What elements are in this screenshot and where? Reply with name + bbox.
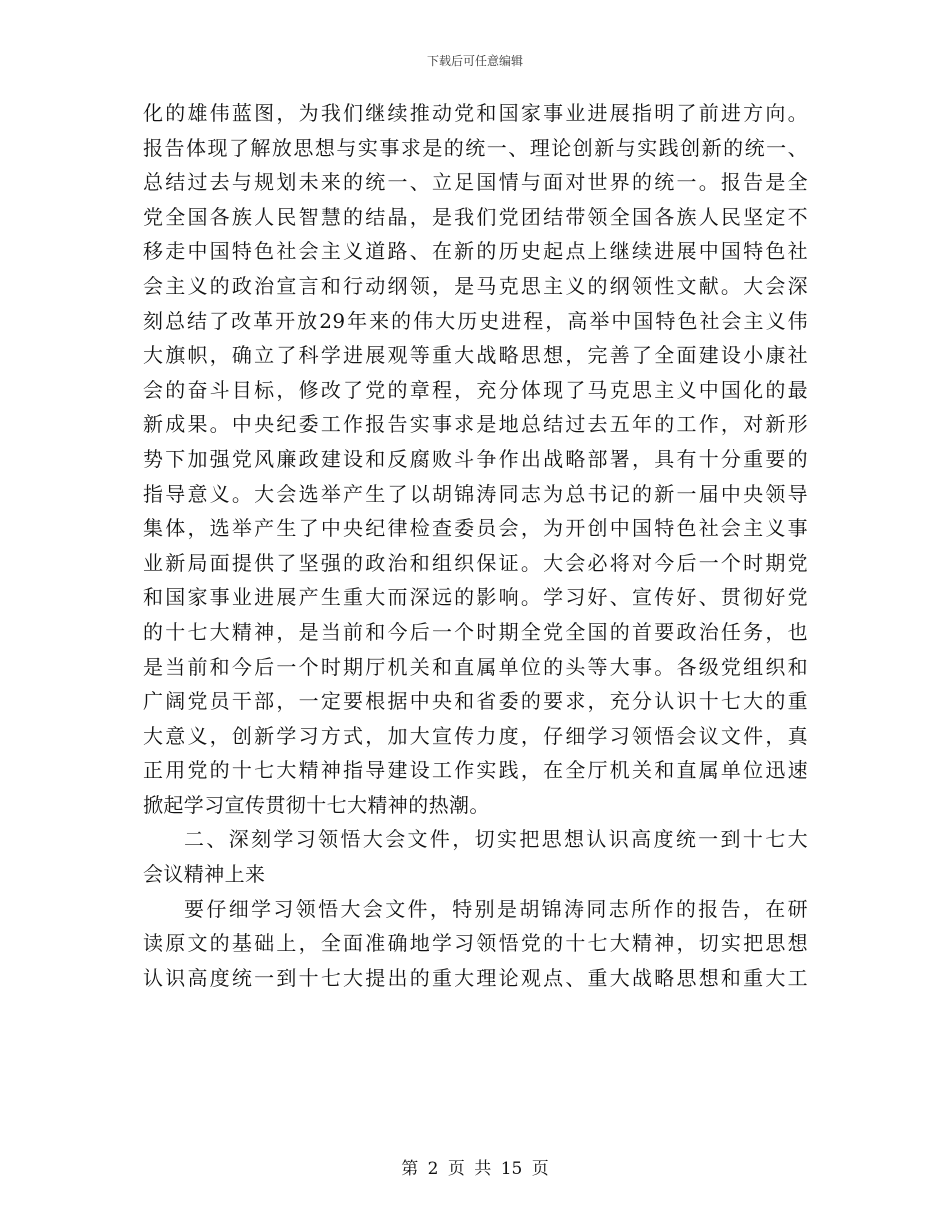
paragraph-1-line-18: 广阔党员干部，一定要根据中央和省委的要求，充分认识十七大的重 <box>143 689 808 714</box>
section-heading-line-1: 二、深刻学习领悟大会文件，切实把思想认识高度统一到十七大 <box>184 827 808 852</box>
paragraph-1-line-19: 大意义，创新学习方式，加大宣传力度，仔细学习领悟会议文件，真 <box>143 723 808 748</box>
paragraph-1-line-9: 会的奋斗目标，修改了党的章程，充分体现了马克思主义中国化的最 <box>143 377 808 402</box>
paragraph-1-line-16: 的十七大精神，是当前和今后一个时期全党全国的首要政治任务，也 <box>143 619 808 644</box>
paragraph-3-line-1: 要仔细学习领悟大会文件，特别是胡锦涛同志所作的报告，在研 <box>184 896 808 921</box>
paragraph-1-line-11: 势下加强党风廉政建设和反腐败斗争作出战略部署，具有十分重要的 <box>143 446 808 471</box>
paragraph-1-line-12: 指导意义。大会选举产生了以胡锦涛同志为总书记的新一届中央领导 <box>143 481 808 506</box>
paragraph-1-line-14: 业新局面提供了坚强的政治和组织保证。大会必将对今后一个时期党 <box>143 550 808 575</box>
section-heading-line-2: 会议精神上来 <box>143 862 266 887</box>
paragraph-1-line-17: 是当前和今后一个时期厅机关和直属单位的头等大事。各级党组织和 <box>143 654 808 679</box>
paragraph-1-line-13: 集体，选举产生了中央纪律检查委员会，为开创中国特色社会主义事 <box>143 516 808 541</box>
paragraph-1-line-1: 化的雄伟蓝图，为我们继续推动党和国家事业进展指明了前进方向。 <box>143 101 808 125</box>
paragraph-3-line-3: 认识高度统一到十七大提出的重大理论观点、重大战略思想和重大工 <box>143 965 808 990</box>
paragraph-1-line-21: 掀起学习宣传贯彻十七大精神的热潮。 <box>143 792 490 817</box>
document-body <box>143 96 808 995</box>
paragraph-1-line-20: 正用党的十七大精神指导建设工作实践，在全厅机关和直属单位迅速 <box>143 758 808 783</box>
page-header: 下载后可任意编辑 <box>426 54 523 68</box>
paragraph-1-line-7: 刻总结了改革开放29年来的伟大历史进程，高举中国特色社会主义伟 <box>143 308 808 333</box>
paragraph-1-line-5: 移走中国特色社会主义道路、在新的历史起点上继续进展中国特色社 <box>143 239 808 264</box>
paragraph-1-line-4: 党全国各族人民智慧的结晶，是我们党团结带领全国各族人民坚定不 <box>143 204 808 229</box>
paragraph-1-line-6: 会主义的政治宣言和行动纲领，是马克思主义的纲领性文献。大会深 <box>143 273 808 298</box>
paragraph-1-line-8: 大旗帜，确立了科学进展观等重大战略思想，完善了全面建设小康社 <box>143 343 808 368</box>
paragraph-1-line-3: 总结过去与规划未来的统一、立足国情与面对世界的统一。报告是全 <box>143 170 808 195</box>
paragraph-1-line-10: 新成果。中央纪委工作报告实事求是地总结过去五年的工作，对新形 <box>143 412 808 437</box>
paragraph-1-line-2: 报告体现了解放思想与实事求是的统一、理论创新与实践创新的统一、 <box>143 135 808 160</box>
paragraph-3-line-2: 读原文的基础上，全面准确地学习领悟党的十七大精神，切实把思想 <box>143 931 808 956</box>
paragraph-1-line-15: 和国家事业进展产生重大而深远的影响。学习好、宣传好、贯彻好党 <box>143 585 808 610</box>
page-number-footer: 第 2 页 共 15 页 <box>401 1159 549 1179</box>
